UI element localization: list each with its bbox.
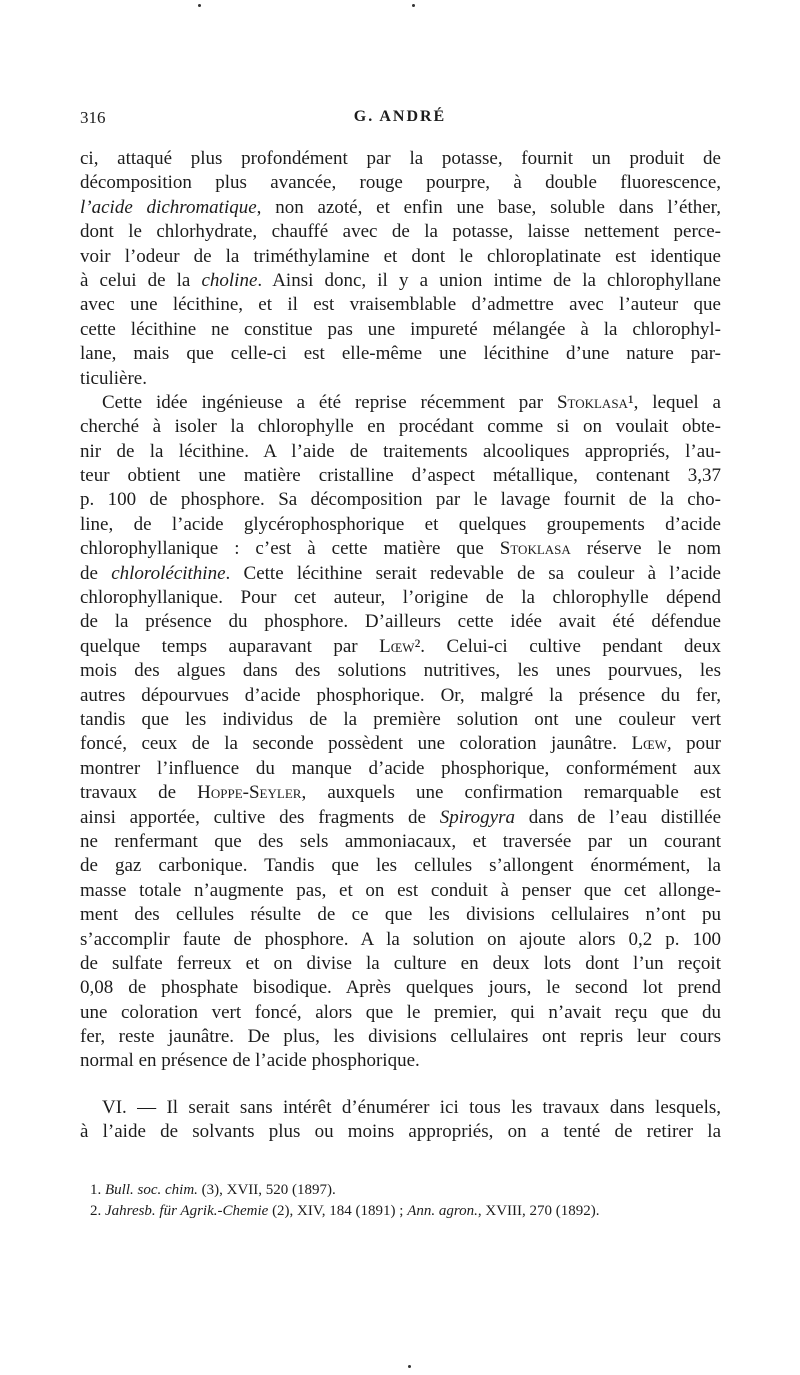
text-line xyxy=(80,464,721,488)
text-line xyxy=(80,269,721,293)
text-run: ticulière. xyxy=(80,367,147,389)
text-run: cherché à isoler la chlorophylle en procédant comme si on voulait obte- xyxy=(80,416,721,438)
text-line xyxy=(80,854,721,878)
italic-text: Bull. soc. chim. xyxy=(105,1182,198,1198)
body-text xyxy=(80,147,721,1145)
paragraph xyxy=(80,1096,721,1145)
text-run: cette lécithine ne constitue pas une impureté mélangée à la chlorophyl- xyxy=(80,318,721,340)
text-run: ainsi apportée, cultive des fragments de xyxy=(80,806,440,828)
text-run: . Ainsi donc, il y a union intime de la chlorophyllane xyxy=(257,269,721,291)
text-run: s’accomplir faute de phosphore. A la solution on ajoute alors 0,2 p. 100 xyxy=(80,928,721,950)
text-run: nir de la lécithine. A l’aide de traitements alcooliques appropriés, l’au- xyxy=(80,440,721,462)
text-line xyxy=(80,171,721,195)
text-line xyxy=(80,147,721,171)
text-line xyxy=(80,879,721,903)
text-line xyxy=(80,1001,721,1025)
text-line xyxy=(80,781,721,805)
text-run: . Cette lécithine serait redevable de sa couleur à l’acide xyxy=(225,562,721,584)
italic-text: l’acide dichromatique xyxy=(80,196,257,218)
text-line xyxy=(80,293,721,317)
text-run: 1. xyxy=(90,1182,105,1198)
text-line xyxy=(80,903,721,927)
text-run: 0,08 de phosphate bisodique. Après quelques jours, le second lot prend xyxy=(80,977,721,999)
author-name: Lœw xyxy=(631,733,667,755)
text-line xyxy=(80,391,721,415)
text-line xyxy=(80,928,721,952)
text-run: lane, mais que celle-ci est elle-même une lécithine d’une nature par- xyxy=(80,343,721,365)
text-run: 2. xyxy=(90,1203,105,1219)
text-line xyxy=(80,318,721,342)
footnote xyxy=(80,1180,721,1201)
text-run: montrer l’influence du manque d’acide phosphorique, conformément aux xyxy=(80,757,721,779)
text-line xyxy=(80,220,721,244)
text-run: tandis que les individus de la première solution ont une couleur vert xyxy=(80,708,721,730)
italic-text: Spirogyra xyxy=(439,806,515,828)
text-run: teur obtient une matière cristalline d’aspect métallique, contenant 3,37 xyxy=(80,465,721,487)
text-run: (3), XVII, 520 (1897). xyxy=(197,1182,336,1198)
scan-speck xyxy=(412,4,415,7)
text-line xyxy=(80,196,721,220)
text-run: voir l’odeur de la triméthylamine et dont le chloroplatinate est identique xyxy=(80,245,721,267)
text-run: ne renfermant que des sels ammoniacaux, et traversée par un courant xyxy=(80,830,721,852)
text-line xyxy=(80,537,721,561)
text-run: chlorophyllanique. Pour cet auteur, l’origine de la chlorophylle dépend xyxy=(80,587,721,609)
text-run: quelque temps auparavant par xyxy=(80,635,380,657)
text-line xyxy=(80,245,721,269)
text-run: masse totale n’augmente pas, et on est conduit à penser que cet allonge- xyxy=(80,879,721,901)
text-line xyxy=(80,806,721,830)
text-line xyxy=(80,586,721,610)
text-line xyxy=(80,562,721,586)
text-run: autres dépourvues d’acide phosphorique. Or, malgré la présence du fer, xyxy=(80,684,721,706)
text-run: (2), XIV, 184 (1891) ; xyxy=(268,1203,408,1219)
text-run: dont le chlorhydrate, chauffé avec de la potasse, laisse nettement perce- xyxy=(80,221,721,243)
text-line xyxy=(80,513,721,537)
author-name: Lœw xyxy=(379,635,415,657)
text-line xyxy=(80,415,721,439)
text-line xyxy=(80,488,721,512)
page-header xyxy=(80,108,720,132)
text-run: de gaz carbonique. Tandis que les cellules s’allongent énormément, la xyxy=(80,855,721,877)
text-run: à celui de la xyxy=(80,269,202,291)
paragraph xyxy=(80,147,721,391)
text-line xyxy=(80,440,721,464)
text-line xyxy=(80,1120,721,1144)
italic-text: Jahresb. für Agrik.-Chemie xyxy=(105,1203,269,1219)
text-run: mois des algues dans des solutions nutritives, les unes pourvues, les xyxy=(80,660,721,682)
text-run: ². Celui-ci cultive pendant deux xyxy=(414,635,721,657)
scan-speck xyxy=(408,1365,411,1368)
text-line xyxy=(80,367,721,391)
text-run: à l’aide de solvants plus ou moins appropriés, on a tenté de retirer la xyxy=(80,1121,721,1143)
text-run: , non azoté, et enfin une base, soluble dans l’éther, xyxy=(256,196,721,218)
text-line xyxy=(80,1096,721,1120)
text-run: dans de l’eau distillée xyxy=(514,806,722,828)
text-run: fer, reste jaunâtre. De plus, les divisions cellulaires ont repris leur cours xyxy=(80,1026,721,1048)
text-run: de xyxy=(80,562,112,584)
text-run: réserve le nom xyxy=(570,538,721,560)
text-run: ci, attaqué plus profondément par la potasse, fournit un produit de xyxy=(80,148,721,169)
text-run: normal en présence de l’acide phosphorique. xyxy=(80,1050,420,1072)
italic-text: chlorolécithine xyxy=(111,562,226,584)
text-line xyxy=(80,757,721,781)
footnotes xyxy=(80,1180,721,1222)
footnote xyxy=(80,1201,721,1222)
text-line xyxy=(80,708,721,732)
italic-text: Ann. agron. xyxy=(407,1203,478,1219)
text-line xyxy=(80,635,721,659)
text-line xyxy=(80,610,721,634)
paragraph xyxy=(80,391,721,1074)
text-line xyxy=(80,1025,721,1049)
text-run: line, de l’acide glycérophosphorique et quelques groupements d’acide xyxy=(80,513,721,535)
running-head: G. ANDRÉ xyxy=(353,108,447,125)
text-run: de la présence du phosphore. D’ailleurs cette idée avait été défendue xyxy=(80,611,721,633)
text-run: , XVIII, 270 (1892). xyxy=(477,1203,600,1219)
text-line xyxy=(80,830,721,854)
italic-text: choline xyxy=(201,269,258,291)
text-line xyxy=(80,1049,721,1073)
text-run: ment des cellules résulte de ce que les divisions cellulaires n’ont pu xyxy=(80,904,721,926)
text-run: VI. — Il serait sans intérêt d’énumérer ici tous les travaux dans lesquels, xyxy=(102,1096,721,1118)
author-name: Stoklasa xyxy=(499,538,571,560)
author-name: Hoppe-Seyler xyxy=(197,782,302,804)
text-run: , pour xyxy=(666,733,721,755)
page-number: 316 xyxy=(80,108,106,127)
text-run: chlorophyllanique : c’est à cette matière que xyxy=(80,538,500,560)
text-run: , auxquels une confirmation remarquable est xyxy=(301,782,721,804)
text-line xyxy=(80,342,721,366)
text-line xyxy=(80,732,721,756)
text-line xyxy=(80,976,721,1000)
text-line xyxy=(80,659,721,683)
text-run: p. 100 de phosphore. Sa décomposition par le lavage fournit de la cho- xyxy=(80,489,721,511)
author-name: Stoklasa xyxy=(556,391,628,413)
scan-speck xyxy=(198,4,201,7)
text-run: décomposition plus avancée, rouge pourpre, à double fluorescence, xyxy=(80,172,721,194)
text-line xyxy=(80,684,721,708)
text-run: ¹, lequel a xyxy=(627,391,721,413)
text-run: une coloration vert foncé, alors que le premier, qui n’avait reçu que du xyxy=(80,1001,721,1023)
text-line xyxy=(80,952,721,976)
text-run: foncé, ceux de la seconde possèdent une coloration jaunâtre. xyxy=(80,733,632,755)
text-run: Cette idée ingénieuse a été reprise récemment par xyxy=(102,391,557,413)
text-run: travaux de xyxy=(80,782,198,804)
text-run: de sulfate ferreux et on divise la culture en deux lots dont l’un reçoit xyxy=(80,952,721,974)
text-run: avec une lécithine, et il est vraisemblable d’admettre avec l’auteur que xyxy=(80,294,721,316)
